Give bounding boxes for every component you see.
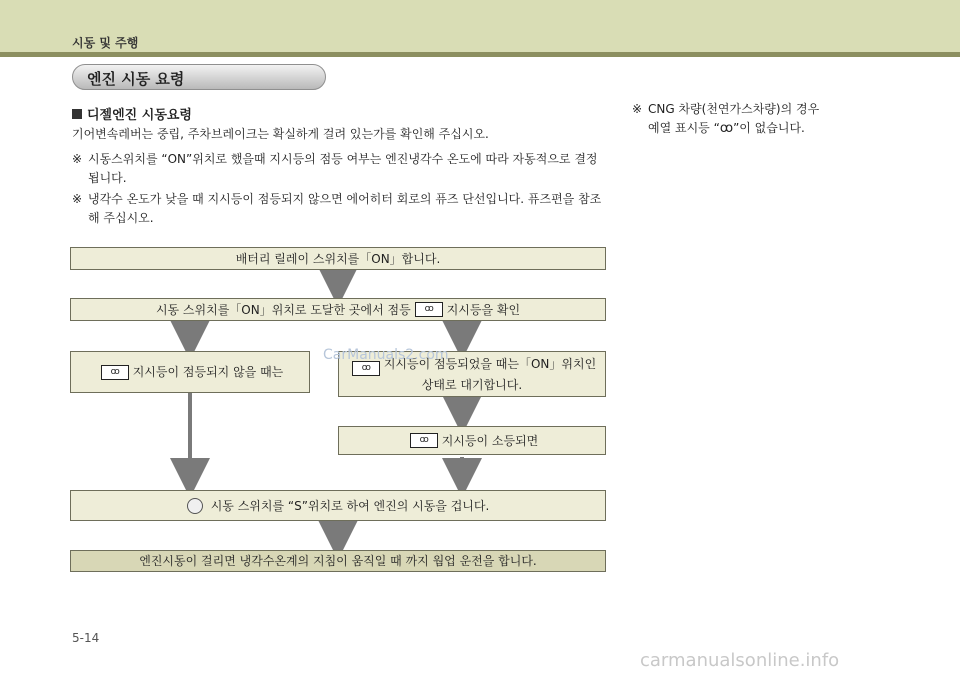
side-note-line-2: 예열 표시등 “ꝏ”이 없습니다. — [648, 121, 805, 136]
side-note-line-1: CNG 차량(천연가스차량)의 경우 — [648, 102, 820, 116]
note-mark: ※ — [632, 102, 643, 116]
flow-branch-not-lit: ꝏ 지시등이 점등되지 않을 때는 — [70, 351, 310, 393]
flow-step-lamp-off: ꝏ 지시등이 소등되면 — [338, 426, 606, 455]
note-mark: ※ — [72, 152, 83, 166]
note-1-line-1: 시동스위치를 “ON”위치로 했을때 지시등의 점등 여부는 엔진냉각수 온도에 따라 자동적으로 결정 — [88, 152, 598, 166]
note-2-line-1: 냉각수 온도가 낮을 때 지시등이 점등되지 않으면 에어히터 회로의 퓨즈 단선입니다. 퓨즈편을 참조 — [88, 192, 602, 206]
flow-step-switch-on: 시동 스위치를「ON」위치로 도달한 곳에서 점등 ꝏ 지시등을 확인 — [70, 298, 606, 321]
note-mark: ※ — [72, 192, 83, 206]
intro-text: 기어변속레버는 중립, 주차브레이크는 확실하게 걸려 있는가를 확인해 주십시오. — [72, 127, 489, 141]
section-title: 시동 및 주행 — [72, 36, 139, 50]
glow-plug-indicator-icon: ꝏ — [410, 433, 438, 448]
glow-plug-indicator-icon: ꝏ — [101, 365, 129, 380]
glow-plug-indicator-icon: ꝏ — [352, 361, 380, 376]
flow-step-battery-relay: 배터리 릴레이 스위치를「ON」합니다. — [70, 247, 606, 270]
flow-branch-lit-line-1: ꝏ 지시등이 점등되었을 때는「ON」위치인 — [348, 355, 596, 376]
flow-branch-lit-line-2: 상태로 대기합니다. — [421, 377, 523, 392]
flow-step-warm-up: 엔진시동이 걸리면 냉각수온계의 지침이 움직일 때 까지 웜업 운전을 합니다. — [70, 550, 606, 572]
topic-pill-label: 엔진 시동 요령 — [87, 70, 185, 88]
glow-plug-indicator-icon: ꝏ — [719, 121, 734, 136]
subheading-text: 디젤엔진 시동요령 — [87, 108, 192, 123]
watermark: CarManuals2.com — [323, 347, 449, 363]
glow-plug-indicator-icon: ꝏ — [415, 302, 443, 317]
note-2-line-2: 해 주십시오. — [88, 211, 154, 225]
ignition-key-icon — [187, 498, 203, 514]
footer-site: carmanualsonline.info — [640, 650, 840, 671]
flow-step-start-engine: 시동 스위치를 “S”위치로 하여 엔진의 시동을 겁니다. — [70, 490, 606, 521]
page-number: 5-14 — [72, 631, 100, 645]
note-1-line-2: 됩니다. — [88, 171, 127, 185]
